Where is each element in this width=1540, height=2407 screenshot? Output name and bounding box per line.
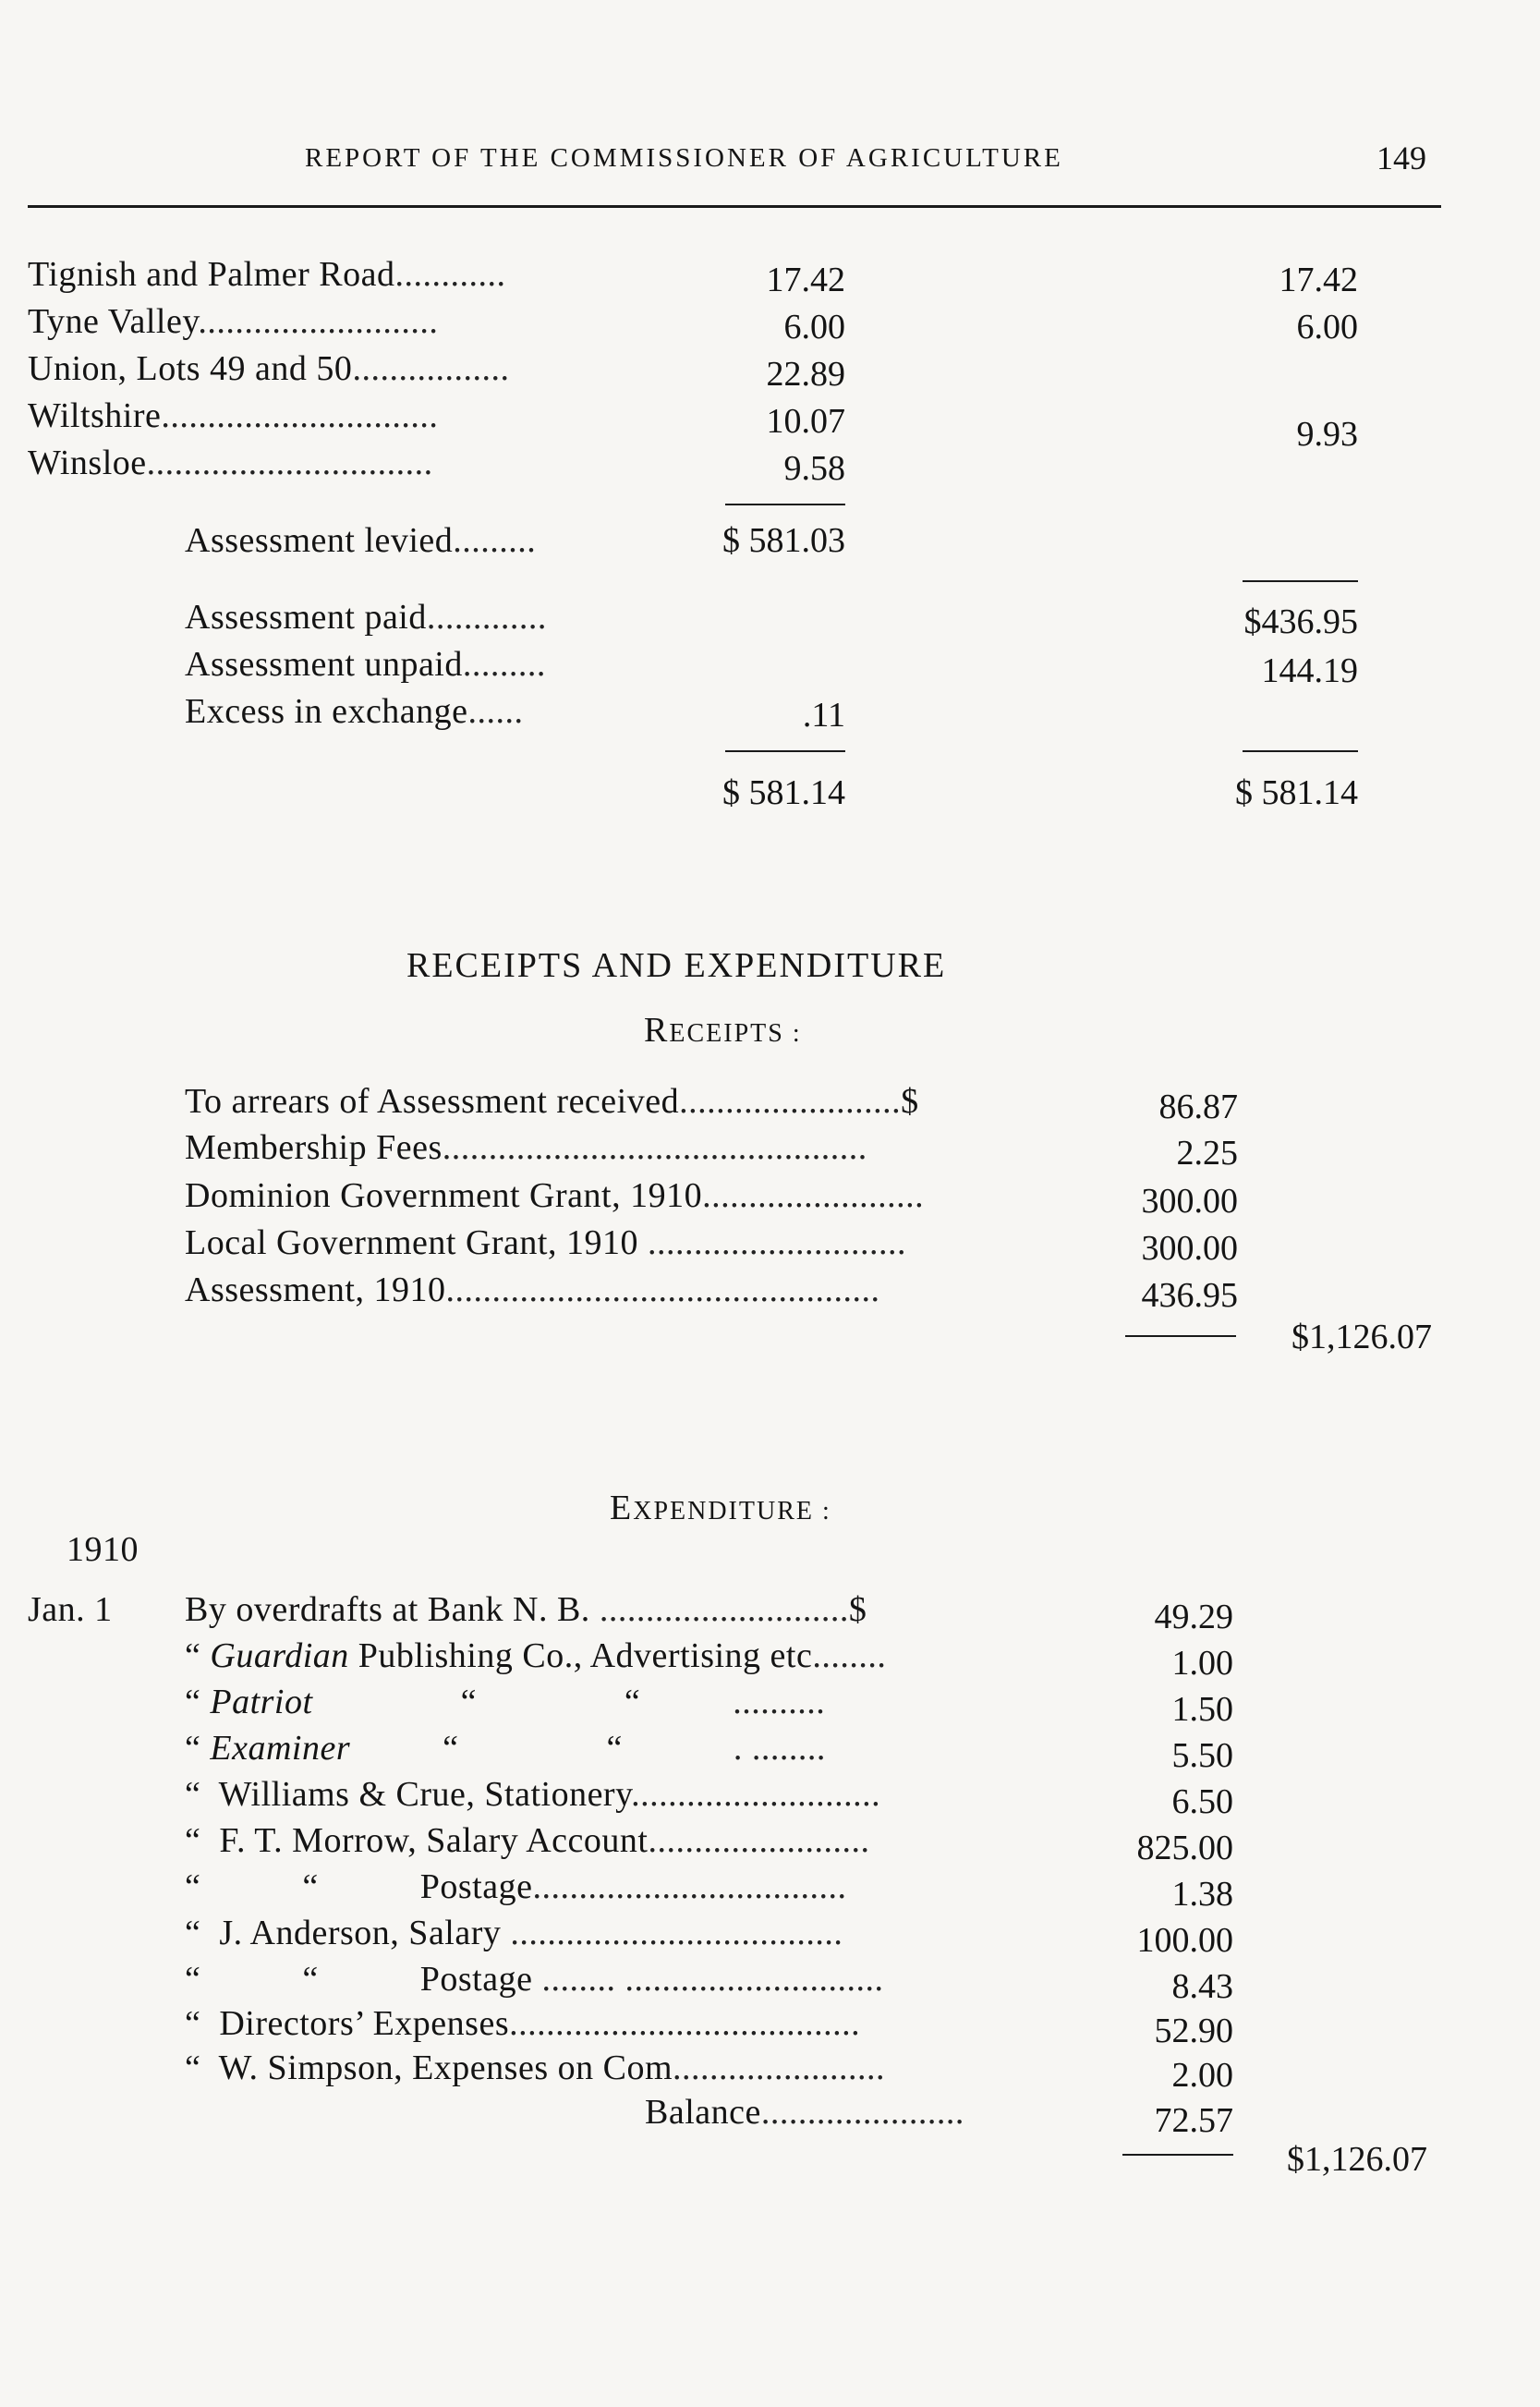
leader-dots: ............	[394, 255, 506, 294]
leader-dots: ........................	[679, 1082, 902, 1121]
levied-value: 22.89	[766, 355, 845, 394]
leader-dots: ............................	[637, 1223, 906, 1262]
assessment-paid-label: Assessment paid.............	[185, 598, 547, 637]
receipt-row-label	[185, 1175, 924, 1216]
paid-value: 17.42	[1279, 261, 1358, 299]
expenditure-value: 1.50	[1171, 1690, 1233, 1729]
receipt-value: 300.00	[1141, 1182, 1238, 1221]
receipt-label: Assessment, 1910	[185, 1270, 446, 1309]
receipts-subtitle: RECEIPTS :	[644, 1011, 802, 1050]
receipt-row-label	[185, 1270, 879, 1310]
assessment-unpaid-label: Assessment unpaid.........	[185, 645, 546, 684]
assessment-row-label	[28, 348, 509, 389]
leader-dots: ........................	[702, 1176, 925, 1215]
payee-italic: Guardian	[210, 1636, 349, 1675]
expenditure-value: 5.50	[1171, 1736, 1233, 1775]
levied-value: 9.58	[783, 449, 845, 488]
assessment-row-label	[28, 443, 433, 483]
paid-rule	[1243, 580, 1358, 582]
levied-value: 17.42	[766, 261, 845, 299]
expenditure-year: 1910	[67, 1530, 139, 1569]
leader-dots: ....................................	[501, 1914, 843, 1952]
receipt-label: Local Government Grant, 1910	[185, 1223, 638, 1262]
section-title: RECEIPTS AND EXPENDITURE	[406, 946, 947, 985]
levied-rule	[725, 504, 845, 505]
leader-dots: .................	[352, 349, 510, 388]
expenditure-total: $1,126.07	[1287, 2140, 1427, 2179]
header-rule	[28, 205, 1441, 208]
balance-label: Balance......................	[645, 2093, 964, 2132]
expenditure-row-label	[185, 1635, 886, 1676]
dollar-sign: $	[901, 1082, 919, 1121]
expenditure-value: 8.43	[1171, 1967, 1233, 2006]
expenditure-row-label	[185, 1774, 880, 1815]
place-name: Union, Lots 49 and 50	[28, 349, 353, 388]
total-rule-left	[725, 750, 845, 752]
leader-dots: . ........	[622, 1729, 826, 1768]
expenditure-value: 2.00	[1171, 2056, 1233, 2095]
place-name: Winsloe	[28, 444, 147, 482]
expenditure-row-label	[185, 1913, 843, 1953]
expenditure-value: 1.00	[1171, 1644, 1233, 1683]
assessment-total-right: $ 581.14	[1235, 773, 1358, 812]
payee-prefix: “	[185, 1683, 211, 1721]
dollar-sign: $	[848, 1590, 867, 1629]
expenditure-row-label	[185, 1682, 825, 1722]
expenditure-value: 100.00	[1136, 1921, 1233, 1960]
assessment-total-left: $ 581.14	[722, 773, 845, 812]
leader-dots: ..................................	[532, 1867, 847, 1906]
place-name: Wiltshire	[28, 396, 162, 435]
payee-prefix: “ “ Postage	[185, 1867, 533, 1906]
payee-prefix: “ “ Postage	[185, 1960, 533, 1999]
receipt-label: To arrears of Assessment received	[185, 1082, 680, 1121]
levied-value: 10.07	[766, 402, 845, 441]
payee-prefix: “ J. Anderson, Salary	[185, 1914, 502, 1952]
levied-value: 6.00	[783, 308, 845, 346]
payee-prefix: “	[185, 1636, 211, 1675]
leader-dots: ...............................................	[445, 1270, 880, 1309]
place-name: Tyne Valley	[28, 302, 199, 341]
leader-dots: ......................................	[509, 2004, 861, 2043]
receipt-row-label	[185, 1222, 906, 1263]
expenditure-row-label	[185, 1866, 846, 1907]
expenditure-row-label	[185, 1589, 867, 1630]
assessment-levied-total: $ 581.03	[722, 521, 845, 560]
payee-prefix: “ Williams & Crue, Stationery	[185, 1775, 632, 1814]
payee-suffix: Publishing Co., Advertising etc	[348, 1636, 813, 1675]
expenditure-row-label	[185, 1728, 826, 1769]
expenditure-value: 825.00	[1136, 1829, 1233, 1867]
paid-value: 9.93	[1296, 415, 1358, 454]
page-number: 149	[1376, 140, 1426, 176]
assessment-levied-label: Assessment levied.........	[185, 521, 537, 560]
assessment-unpaid-value: 144.19	[1261, 651, 1358, 690]
leader-dots: ..............................	[161, 396, 439, 435]
leader-dots: ..............................................	[442, 1128, 867, 1167]
leader-dots: ........ ............................	[532, 1960, 884, 1999]
receipt-row-label	[185, 1127, 867, 1168]
payee-prefix: “	[185, 1729, 211, 1768]
leader-dots: .......................	[673, 2048, 886, 2087]
expenditure-row-label	[185, 2003, 860, 2044]
receipt-row-label	[185, 1081, 919, 1122]
payee-prefix: “ W. Simpson, Expenses on Com	[185, 2048, 673, 2087]
payee-italic: Examiner	[210, 1729, 351, 1768]
receipt-value: 86.87	[1158, 1088, 1238, 1126]
total-rule-right	[1243, 750, 1358, 752]
receipts-total: $1,126.07	[1291, 1318, 1432, 1356]
balance-value: 72.57	[1154, 2101, 1233, 2140]
place-name: Tignish and Palmer Road	[28, 255, 395, 294]
leader-dots: ..........................	[198, 302, 439, 341]
assessment-row-label	[28, 254, 506, 295]
expenditure-date: Jan. 1	[28, 1590, 113, 1629]
leader-dots: ........	[812, 1636, 887, 1675]
expenditure-value: 52.90	[1154, 2012, 1233, 2050]
receipt-label: Membership Fees	[185, 1128, 443, 1167]
receipt-value: 436.95	[1141, 1276, 1238, 1315]
leader-dots: ........................	[648, 1821, 870, 1860]
excess-exchange-value: .11	[802, 696, 845, 735]
leader-dots: ...........................	[589, 1590, 849, 1629]
leader-dots: ...........................	[631, 1775, 881, 1814]
expenditure-value: 6.50	[1171, 1782, 1233, 1821]
payee-suffix: “ “	[350, 1729, 623, 1768]
expenditure-subtitle: EXPENDITURE :	[610, 1489, 831, 1527]
paid-value: 6.00	[1296, 308, 1358, 346]
expenditure-row-label	[185, 2048, 885, 2088]
receipt-label: Dominion Government Grant, 1910	[185, 1176, 703, 1215]
expenditure-rule	[1122, 2154, 1233, 2156]
assessment-row-label	[28, 301, 438, 342]
payee-prefix: “ Directors’ Expenses	[185, 2004, 510, 2043]
payee-prefix: “ F. T. Morrow, Salary Account	[185, 1821, 649, 1860]
receipt-value: 300.00	[1141, 1229, 1238, 1268]
payee-prefix: By overdrafts at Bank N. B.	[185, 1590, 590, 1629]
expenditure-row-label	[185, 1959, 883, 2000]
leader-dots: ..........	[640, 1683, 826, 1721]
receipts-rule	[1125, 1335, 1236, 1337]
receipt-value: 2.25	[1176, 1134, 1238, 1173]
expenditure-row-label	[185, 1820, 869, 1861]
assessment-paid-value: $436.95	[1243, 602, 1358, 641]
excess-exchange-label: Excess in exchange......	[185, 692, 524, 731]
running-title: REPORT OF THE COMMISSIONER OF AGRICULTURE	[305, 143, 1063, 173]
expenditure-value: 49.29	[1154, 1598, 1233, 1636]
expenditure-value: 1.38	[1171, 1875, 1233, 1914]
payee-suffix: “ “	[312, 1683, 641, 1721]
assessment-row-label	[28, 395, 438, 436]
payee-italic: Patriot	[210, 1683, 313, 1721]
leader-dots: ...............................	[146, 444, 433, 482]
